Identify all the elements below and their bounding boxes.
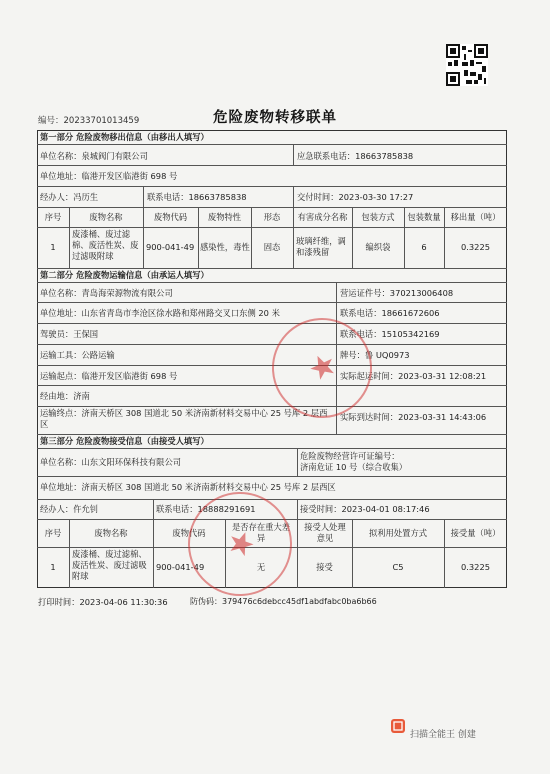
p1-emergency-phone: 应急联系电话：18663785838 [297, 151, 414, 161]
p2-end: 运输终点：济南天桥区 308 国道北 50 米济南新材料交易中心 25 号库 2 层西区 [40, 408, 328, 429]
p3-address: 单位地址：济南天桥区 308 国道北 50 米济南新材料交易中心 25 号库 2 层西区 [40, 482, 336, 492]
p2-unit-name: 单位名称：青岛海荣源物流有限公司 [40, 288, 173, 298]
p2-driver-phone: 联系电话：15105342169 [340, 329, 440, 339]
p1-col-package: 包装方式 [361, 212, 395, 222]
p3-unit-name: 单位名称：山东文阳环保科技有限公司 [40, 457, 182, 467]
p3-row-opinion: 接受 [316, 562, 333, 572]
check-code: 防伪码：379476c6debcc45df1abdfabc0ba6b66 [190, 597, 377, 606]
p1-row-no: 1 [50, 242, 56, 252]
scanner-logo-icon [390, 718, 406, 734]
p1-phone: 联系电话：18663785838 [147, 192, 247, 202]
p3-col-no: 序号 [44, 528, 62, 538]
p1-col-hazard: 有害成分名称 [297, 212, 348, 222]
p2-start: 运输起点：临港开发区临港街 698 号 [40, 371, 178, 381]
p2-phone: 联系电话：18661672606 [340, 308, 440, 318]
p2-plate: 牌号：鲁 UQ0973 [340, 350, 410, 360]
p3-handler: 经办人：仵允钊 [40, 504, 99, 514]
scanner-brand: 扫描全能王 创建 [410, 730, 476, 740]
p3-row-amount: 0.3225 [460, 562, 491, 572]
print-time: 打印时间：2023-04-06 11:30:36 [38, 597, 168, 607]
p3-row-code: 900-041-49 [156, 562, 205, 572]
p3-row-method: C5 [392, 562, 404, 572]
p1-row-code: 900-041-49 [146, 242, 195, 252]
part1-heading: 第一部分 危险废物移出信息（由移出人填写） [40, 132, 209, 142]
p1-row-hazard: 玻璃纤维，调和漆残留 [296, 236, 346, 257]
p1-row-amount: 0.3225 [460, 242, 491, 252]
p3-row-name: 废漆桶、废过滤棉、废活性炭、废过滤吸附球 [72, 549, 147, 581]
seal-star-icon [225, 527, 258, 560]
p2-tool: 运输工具：公路运输 [40, 350, 115, 360]
p3-row-no: 1 [50, 562, 56, 572]
p2-via: 经由地：济南 [40, 391, 90, 401]
p3-col-name: 废物名称 [94, 528, 128, 538]
p2-license: 营运证件号：370213006408 [340, 288, 454, 298]
p1-col-code: 废物代码 [153, 212, 188, 222]
p3-license: 危险废物经营许可证编号：济南危证 10 号（综合收集） [300, 451, 408, 472]
p1-row-form: 固态 [263, 242, 281, 252]
part2-heading: 第二部分 危险废物运输信息（由承运人填写） [40, 270, 209, 280]
p3-col-diff: 是否存在重大差异 [231, 522, 291, 543]
p2-depart-time: 实际起运时间：2023-03-31 12:08:21 [340, 371, 487, 381]
p1-col-property: 废物特性 [207, 212, 242, 222]
p1-row-property: 感染性，毒性 [200, 242, 250, 252]
p1-col-form: 形态 [263, 212, 281, 222]
qr-code [446, 44, 488, 86]
p1-col-no: 序号 [44, 212, 62, 222]
p1-unit-name: 单位名称：泉城阀门有限公司 [40, 151, 148, 161]
p2-arrive-time: 实际到达时间：2023-03-31 14:43:06 [340, 412, 487, 422]
part3-heading: 第三部分 危险废物接受信息（由接受人填写） [40, 436, 209, 446]
p3-col-code: 废物代码 [172, 528, 206, 538]
p1-col-amount: 移出量（吨） [450, 212, 501, 222]
p1-handover-time: 交付时间：2023-03-30 17:27 [297, 192, 414, 202]
doc-number: 编号：20233701013459 [38, 116, 140, 126]
p1-row-package: 编织袋 [365, 242, 391, 252]
p1-col-name: 废物名称 [89, 212, 123, 222]
p2-address: 单位地址：山东省青岛市李沧区徐水路和郑州路交叉口东侧 20 米 [40, 308, 280, 318]
p3-row-diff: 无 [256, 562, 266, 572]
seal-star-icon [305, 349, 340, 384]
p3-col-amount: 接受量（吨） [450, 528, 501, 538]
p3-col-method: 拟利用处置方式 [368, 528, 428, 538]
p3-col-opinion: 接受人处理意见 [304, 522, 346, 543]
page-title: 危险废物转移联单 [213, 110, 337, 126]
p1-handler: 经办人：冯历生 [40, 192, 99, 202]
p2-driver: 驾驶员：王保国 [40, 329, 99, 339]
p3-phone: 联系电话：18888291691 [156, 504, 256, 514]
p1-row-name: 废漆桶、废过滤棉、废活性炭、废过滤吸附球 [72, 229, 139, 261]
p3-receive-time: 接受时间：2023-04-01 08:17:46 [300, 504, 430, 514]
p1-address: 单位地址：临港开发区临港街 698 号 [40, 171, 178, 181]
p1-row-count: 6 [421, 242, 427, 252]
p1-col-count: 包装数量 [407, 212, 441, 222]
